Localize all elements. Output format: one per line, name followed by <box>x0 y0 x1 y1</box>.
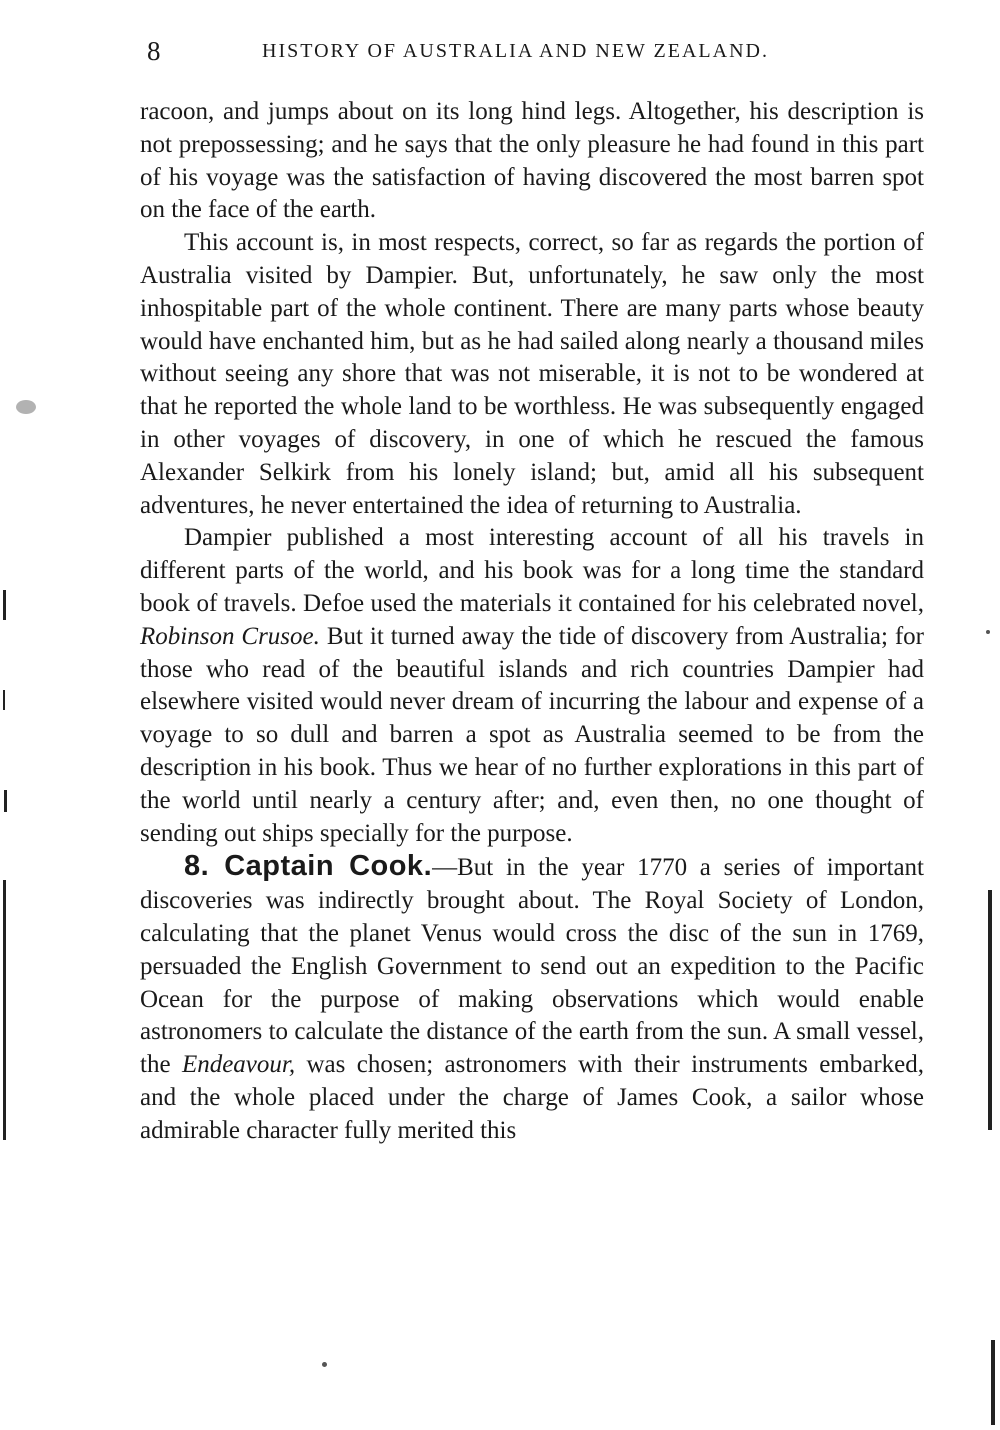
paragraph-3-text-b: But it turned away the tide of discovery from Australia; for those who read of the beautiful islands and rich countries Dampier had elsewhere visited would never dream of incurring the labour and expense of a voyage to so dull and barren a spot as Australia seemed to be from the description in his book. Thus we hear of no further explorations in this part of the world until nearly a century after; and, even then, no one thought of sending out ships specially for the purpose. <box>140 622 924 847</box>
paragraph-2: This account is, in most respects, correct, so far as regards the portion of Australia visited by Dampier. But, unfortunately, he saw only the most inhospitable part of the whole continent. There are many parts whose beauty would have enchanted him, but as he had sailed along nearly a thousand miles without seeing any shore that was not miserable, it is not to be wondered at that he reported the whole land to be worthless. He was subsequently engaged in other voyages of discovery, in one of which he rescued the famous Alexander Selkirk from his lonely island; but, amid all his subsequent adventures, he never entertained the idea of returning to Australia. <box>140 229 924 519</box>
paragraph-4 <box>140 850 924 1147</box>
paragraph-3-text-a: Dampier published a most interesting account of all his travels in different parts of the world, and his book was for a long time the standard book of travels. Defoe used the materials it contained for his celebrated novel, <box>140 524 924 617</box>
scan-edge-mark <box>3 880 6 1140</box>
scan-edge-mark <box>3 590 6 620</box>
speck <box>986 630 990 634</box>
speck <box>322 1362 327 1367</box>
scan-edge-mark <box>3 690 5 710</box>
paragraph-4-text-b: was chosen; astronomers with their instruments embarked, and the whole placed under the charge of James Cook, a sailor whose admirable character fully merited this <box>140 1051 924 1144</box>
paragraph-1: racoon, and jumps about on its long hind legs. Altogether, his description is not prepossessing; and he says that the only pleasure he had found in this part of his voyage was the satisfaction of having discovered the most barren spot on the face of the earth. <box>140 98 924 224</box>
scan-edge-mark <box>988 890 992 1130</box>
scan-edge-mark <box>991 1340 995 1425</box>
ship-name: Endeavour, <box>181 1051 296 1079</box>
paragraph-3 <box>140 522 924 850</box>
body-text <box>140 96 924 1148</box>
scan-edge-mark <box>4 790 7 812</box>
speck <box>16 400 36 414</box>
running-head: HISTORY OF AUSTRALIA AND NEW ZEALAND. <box>262 40 769 62</box>
paragraph-4-text-a: —But in the year 1770 a series of important discoveries was indirectly brought about. The Royal Society of London, calculating that the planet Venus would cross the disc of the sun in 1769, persuaded the English Government to send out an expedition to the Pacific Ocean for the purpose of making observations which would enable astronomers to calculate the distance of the earth from the sun. A small vessel, the <box>140 854 924 1079</box>
page-number: 8 <box>147 36 161 66</box>
book-title: Robinson Crusoe. <box>140 622 320 650</box>
section-heading: 8. Captain Cook. <box>184 850 433 883</box>
